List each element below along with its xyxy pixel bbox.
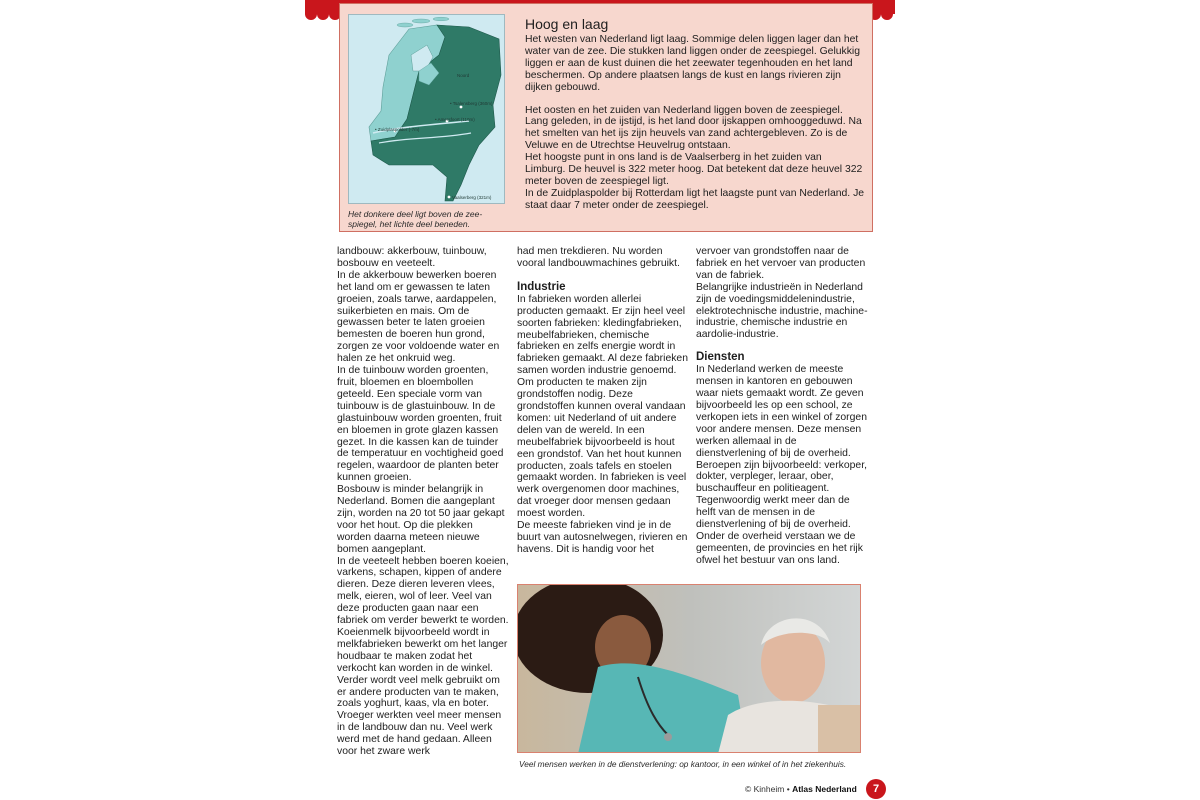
- netherlands-elevation-map: [348, 14, 505, 204]
- column-3: [696, 246, 868, 567]
- scallop: [305, 12, 317, 20]
- col1-paragraph: landbouw: akkerbouw, tuinbouw, bosbouw en veeteelt.: [337, 246, 487, 269]
- col2-intro: had men trekdieren. Nu worden vooral landbouwmachines gebruikt.: [517, 246, 680, 269]
- box-paragraph: Het oosten en het zuiden van Nederland liggen boven de zeespiegel. Lang geleden, in de ijstijd, is het land door ijskappen omhooggeduwd. Na het smelten van het ijs zijn heuvels van zand achtergebleven. Zo is de Veluwe en de Utrechtse Heuvelrug ontstaan.: [525, 104, 862, 152]
- footer-copyright: © Kinheim: [745, 784, 785, 794]
- box-paragraph: Het hoogste punt in ons land is de Vaalserberg in het zuiden van Limburg. De heuvel is 322 meter hoog. Dat betekent dat deze heuvel 322 meter boven de zeespiegel ligt.: [525, 152, 863, 187]
- col3-paragraph: Tegenwoordig werkt meer dan de helft van de mensen in de dienstverlening of bij de overheid. Onder de overheid verstaan we de gemeenten, de provincies en het rijk ofwel het bestuur van ons land.: [696, 495, 863, 566]
- scallop: [881, 12, 893, 20]
- nurse-patient-photo: [517, 584, 861, 753]
- col1-paragraph: Vroeger werkten veel meer mensen in de landbouw dan nu. Veel werk werd met de hand gedaan. Alleen voor het zware werk: [337, 710, 502, 758]
- col3-paragraph: Belangrijke industrieën in Nederland zijn de voedingsmiddelenindustrie, elektrotechnische industrie, machine-industrie, chemische industrie en aardolie-industrie.: [696, 281, 868, 341]
- col2-paragraph: In fabrieken worden allerlei producten gemaakt. Er zijn heel veel soorten fabrieken: kledingfabrieken, meubelfabrieken, chemische fabrieken en zelfs energie wordt in fabrieken gemaakt. Al deze fabrieken samen worden industrie genoemd.: [517, 293, 688, 377]
- col2-paragraph: Om producten te maken zijn grondstoffen nodig. Deze grondstoffen kunnen overal vandaan komen: uit Nederland of uit andere delen van de wereld. In een meubelfabriek bijvoorbeeld is hout een grondstof. Van het hout kunnen producten, zoals tafels en stoelen gemaakt worden. In fabrieken is veel werk overgenomen door machines, dat vroeger door mensen gedaan moest worden.: [517, 377, 687, 520]
- map-label-vaalserberg: Vaalserberg (321m): [452, 195, 492, 200]
- map-graphic: [349, 15, 505, 204]
- heading-diensten: Diensten: [696, 351, 745, 364]
- column-2: [517, 246, 689, 556]
- col1-paragraph: In de akkerbouw bewerken boeren het land om er gewassen te laten groeien, zoals tarwe, aardappelen, suikerbieten en mais. Om de gewassen beter te laten groeien bemesten de boeren hun grond, zorgen ze voor voldoende water en halen ze het onkruid weg.: [337, 269, 500, 365]
- map-label-2: • Amersfoort (110m): [435, 117, 475, 122]
- col3-paragraph: vervoer van grondstoffen naar de fabriek en het vervoer van producten van de fabriek.: [696, 246, 866, 281]
- map-label-north: Noord: [457, 73, 470, 78]
- footer-title: Atlas Nederland: [792, 784, 857, 794]
- page-footer: [745, 784, 857, 794]
- hoog-en-laag-box: [339, 3, 873, 232]
- map-label-3: • Zuidplaspolder (-7m): [375, 127, 420, 132]
- photo-caption: Veel mensen werken in de dienstverlening: op kantoor, in een winkel of in het ziekenhuis.: [519, 759, 847, 769]
- footer-bullet: •: [786, 784, 790, 794]
- box-paragraph: Het westen van Nederland ligt laag. Sommige delen liggen lager dan het water van de zee. Die stukken land liggen onder de zeespiegel. Gelukkig liggen er aan de kust duinen die het zeewater tegenhouden en het land beschermen. Op andere plaatsen langs de kust en langs rivieren zijn dijken gebouwd.: [525, 34, 861, 93]
- atlas-page: [305, 0, 895, 800]
- heading-industrie: Industrie: [517, 280, 566, 293]
- col2-paragraph: De meeste fabrieken vind je in de buurt van autosnelwegen, rivieren en havens. Dit is handig voor het: [517, 520, 688, 555]
- page-number-badge: 7: [866, 779, 886, 799]
- box-paragraph: In de Zuidplaspolder bij Rotterdam ligt het laagste punt van Nederland. Je staat daar 7 meter onder de zeespiegel.: [525, 187, 865, 211]
- col1-paragraph: In de veeteelt hebben boeren koeien, varkens, schapen, kippen of andere dieren. Deze dieren leveren vlees, melk, eieren, wol of leer. Veel van deze producten gaan naar een fabriek om verder bewerkt te worden. Koeienmelk bijvoorbeeld wordt in melkfabrieken bewerkt om het langer houdbaar te maken zodat het verkocht kan worden in de winkel. Verder wordt veel melk gebruikt om er andere producten van te maken, zoals yoghurt, kaas, vla en boter.: [337, 555, 509, 710]
- hero-text: [525, 16, 865, 212]
- col1-paragraph: In de tuinbouw worden groenten, fruit, bloemen en bloembollen geteeld. Een speciale vorm van tuinbouw is de glastuinbouw. In de glastuinbouw worden groenten, fruit en bloemen in grote glazen kassen gezet. In die kassen kan de tuinder de temperatuur en vochtigheid goed regelen, waardoor de planten beter kunnen groeien.: [337, 365, 504, 484]
- column-1: [337, 246, 509, 758]
- col3-paragraph: Beroepen zijn bijvoorbeeld: verkoper, dokter, verpleger, leraar, ober, buschauffeur en politieagent.: [696, 459, 867, 495]
- map-caption: Het donkere deel ligt boven de zee-spiegel, het lichte deel beneden.: [348, 209, 483, 229]
- map-label-1: • Tsalensberg (360m): [450, 101, 493, 106]
- photo-illustration: [518, 585, 861, 753]
- col1-paragraph: Bosbouw is minder belangrijk in Nederland. Bomen die aangeplant zijn, worden na 20 tot 50 jaar gekapt voor het hout. Op die plekken worden daarna meteen nieuwe bomen aangeplant.: [337, 484, 505, 555]
- box-title: Hoog en laag: [525, 16, 609, 32]
- scallop: [317, 12, 329, 20]
- col3-paragraph: In Nederland werken de meeste mensen in kantoren en gebouwen waar niets gemaakt wordt. Ze geven bijvoorbeeld les op een school, ze verkopen iets in een winkel of zorgen voor andere mensen. Deze mensen werken allemaal in de dienstverlening of bij de overheid.: [696, 364, 867, 459]
